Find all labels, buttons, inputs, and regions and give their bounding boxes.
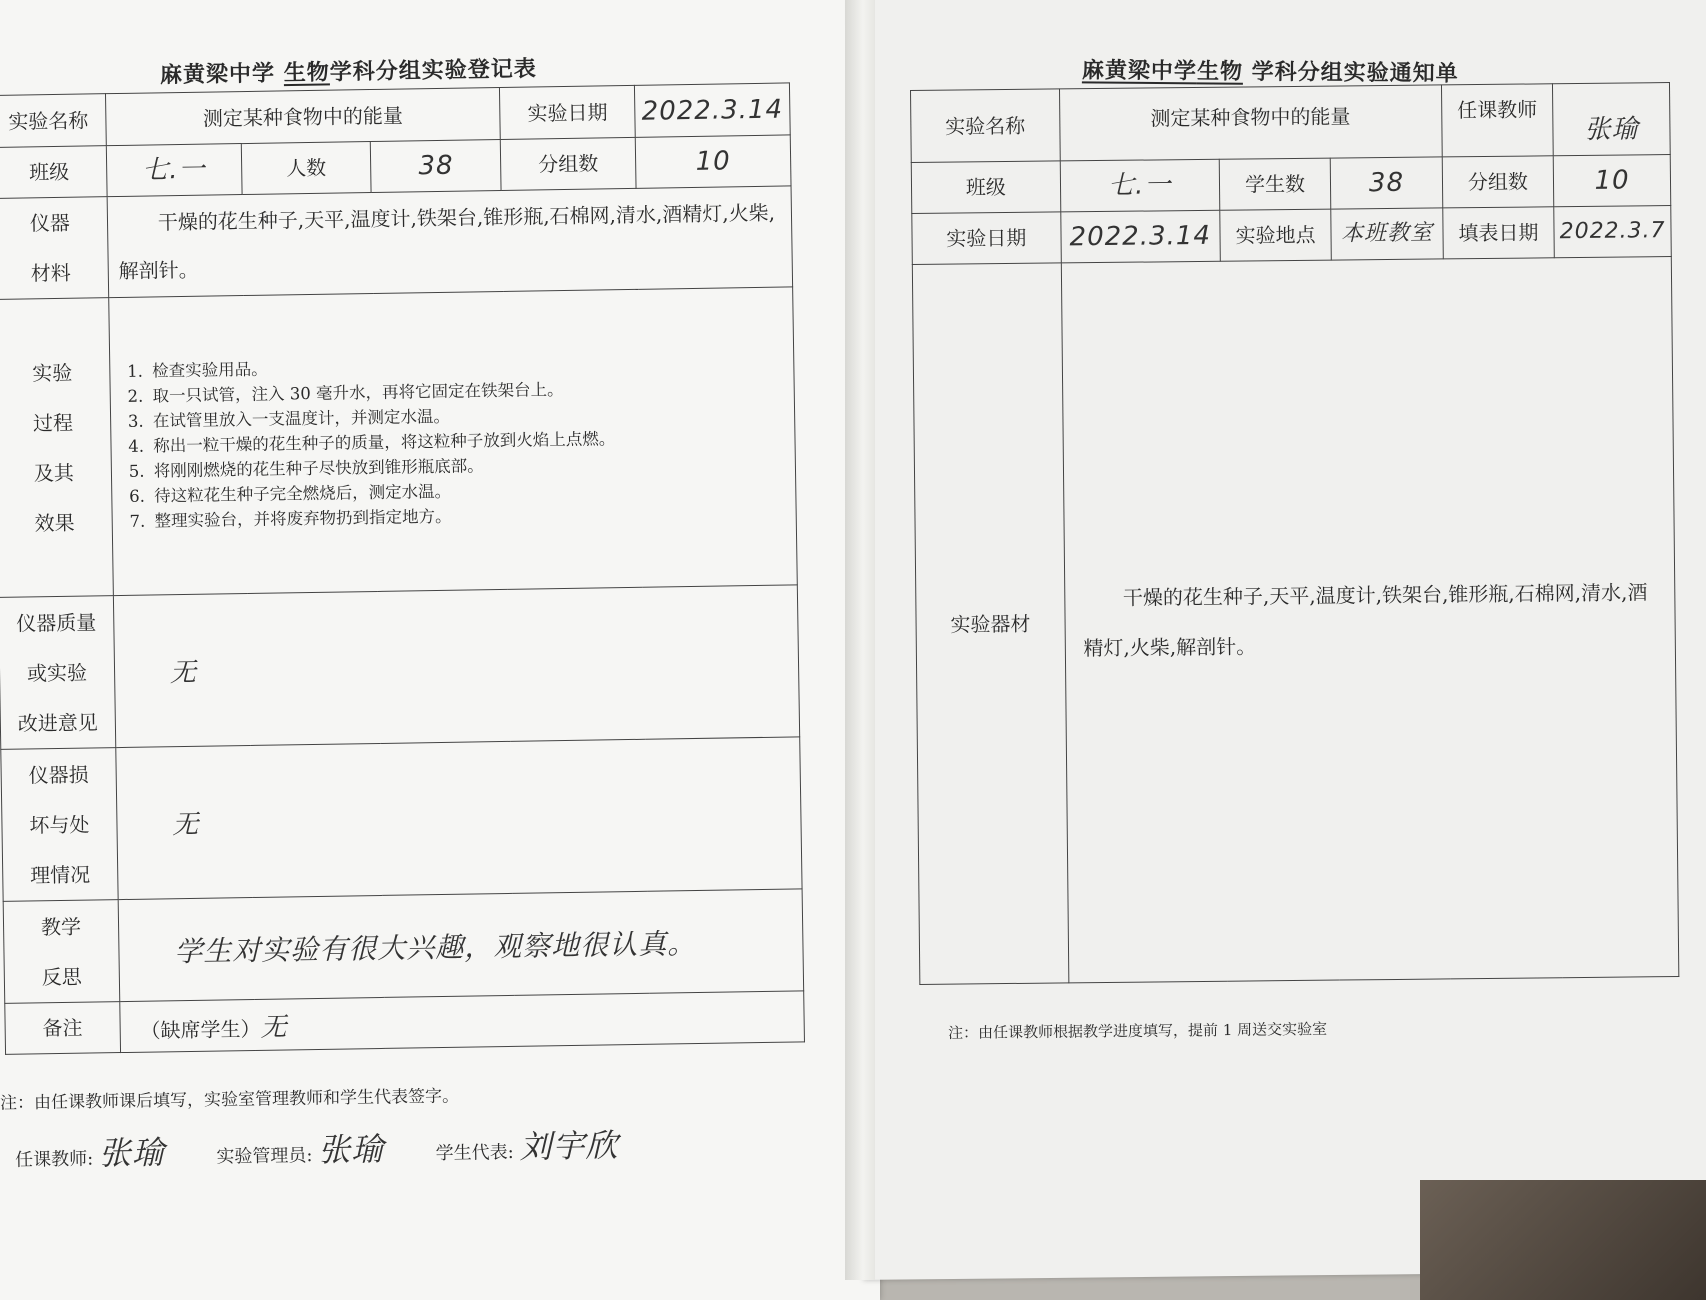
experiment-name-value: 测定某种食物中的能量 — [105, 87, 500, 145]
label-instruments-line2: 材料 — [30, 260, 71, 286]
step-item: 1. 检查实验用品。 — [148, 348, 794, 383]
remarks-value: 无 — [260, 1011, 288, 1043]
label-instruments-line1: 仪器 — [29, 210, 71, 236]
title-school: 麻黄梁中学 — [1081, 57, 1198, 85]
right-notice-table — [910, 82, 1679, 985]
step-item: 7. 整理实验台，并将废弃物扔到指定地方。 — [150, 498, 796, 533]
label-process-line3: 及其 — [33, 460, 75, 485]
left-registration-table — [0, 82, 805, 1054]
desk-surface — [1420, 1180, 1706, 1300]
signature-row — [15, 1120, 619, 1175]
label-reflection — [3, 900, 119, 1004]
left-form-title — [160, 52, 537, 90]
label-reflection-line2: 反思 — [41, 964, 82, 989]
label-process — [0, 298, 113, 598]
label-quality-line3: 改进意见 — [17, 709, 98, 736]
label-class: 班级 — [0, 146, 107, 199]
label-instruments — [0, 197, 109, 300]
label-teacher: 任课教师 — [1441, 84, 1553, 157]
quality-value: 无 — [113, 585, 799, 748]
process-steps-list — [110, 348, 796, 534]
teacher-signature: 张瑜 — [98, 1133, 166, 1173]
remarks-prefix: （缺席学生） — [140, 1016, 261, 1043]
teacher-value: 张瑜 — [1553, 83, 1671, 156]
process-steps-cell — [109, 287, 798, 596]
label-location: 实验地点 — [1220, 209, 1332, 261]
reflection-value: 学生对实验有很大兴趣，观察地很认真。 — [118, 889, 804, 1002]
label-damage-line3: 理情况 — [29, 862, 91, 887]
label-groups: 分组数 — [1442, 156, 1554, 208]
label-damage — [1, 748, 118, 902]
headcount-value: 38 — [371, 139, 502, 192]
label-students: 学生数 — [1219, 158, 1331, 210]
label-reflection-line1: 教学 — [40, 914, 82, 939]
right-form-title — [1082, 53, 1459, 87]
title-form-name: 学科分组实验登记表 — [329, 55, 537, 86]
label-damage-line1: 仪器损 — [28, 762, 89, 787]
label-quality — [0, 596, 116, 750]
experiment-date-value: 2022.3.14 — [634, 83, 790, 137]
admin-sign-label: 实验管理员: — [216, 1145, 313, 1168]
step-item: 4. 称出一粒干燥的花生种子的质量，将这粒种子放到火焰上点燃。 — [149, 423, 795, 458]
left-form-note: 注：由任课教师课后填写，实验室管理教师和学生代表签字。 — [0, 1086, 460, 1114]
label-remarks: 备注 — [5, 1002, 121, 1055]
student-signature: 刘宇欣 — [519, 1126, 619, 1166]
admin-signature: 张瑜 — [317, 1129, 385, 1169]
step-item: 5. 将刚刚燃烧的花生种子尽快放到锥形瓶底部。 — [150, 448, 796, 483]
students-value: 38 — [1331, 157, 1443, 209]
teacher-sign-label: 任课教师: — [14, 1148, 94, 1171]
label-experiment-name: 实验名称 — [0, 94, 106, 148]
groups-value: 10 — [1553, 155, 1670, 207]
title-school: 麻黄梁中学 — [159, 60, 276, 89]
label-experiment-name: 实验名称 — [911, 89, 1060, 163]
title-form-name: 学科分组实验通知单 — [1251, 58, 1459, 87]
page-gutter — [845, 0, 875, 1280]
instruments-value: 干燥的花生种子,天平,温度计,铁架台,锥形瓶,石棉网,清水,酒精灯,火柴,解剖针。 — [107, 186, 793, 298]
class-value: 七.一 — [106, 144, 242, 197]
remarks-cell — [120, 991, 805, 1053]
title-subject: 生物 — [283, 59, 330, 87]
label-groups: 分组数 — [500, 137, 636, 190]
label-damage-line2: 坏与处 — [29, 812, 90, 837]
label-equipment: 实验器材 — [912, 263, 1068, 985]
step-item: 6. 待这粒花生种子完全燃烧后，测定水温。 — [150, 473, 796, 508]
fill-date-value: 2022.3.7 — [1554, 206, 1671, 258]
experiment-name-value: 测定某种食物中的能量 — [1059, 85, 1442, 161]
student-sign-label: 学生代表: — [435, 1141, 514, 1165]
label-headcount: 人数 — [241, 142, 372, 195]
equipment-value: 干燥的花生种子,天平,温度计,铁架台,锥形瓶,石棉网,清水,酒精灯,火柴,解剖针。 — [1061, 257, 1679, 983]
label-experiment-date: 实验日期 — [500, 85, 636, 139]
label-quality-line2: 或实验 — [26, 660, 88, 685]
label-process-line4: 效果 — [34, 510, 75, 535]
damage-value: 无 — [116, 737, 802, 900]
right-form-note: 注：由任课教师根据教学进度填写，提前 1 周送交实验室 — [947, 1020, 1328, 1042]
step-item: 3. 在试管里放入一支温度计，并测定水温。 — [149, 398, 795, 433]
label-quality-line1: 仪器质量 — [16, 609, 97, 636]
title-subject: 生物 — [1196, 58, 1244, 85]
groups-value: 10 — [635, 135, 791, 188]
step-item: 2. 取一只试管，注入 30 毫升水，再将它固定在铁架台上。 — [148, 373, 794, 408]
location-value: 本班教室 — [1331, 208, 1443, 260]
label-class: 班级 — [911, 161, 1060, 214]
label-process-line2: 过程 — [32, 410, 74, 435]
label-experiment-date: 实验日期 — [912, 212, 1061, 265]
class-value: 七.一 — [1060, 159, 1220, 212]
label-process-line1: 实验 — [32, 360, 73, 385]
experiment-date-value: 2022.3.14 — [1060, 210, 1220, 263]
label-fill-date: 填表日期 — [1442, 207, 1554, 259]
